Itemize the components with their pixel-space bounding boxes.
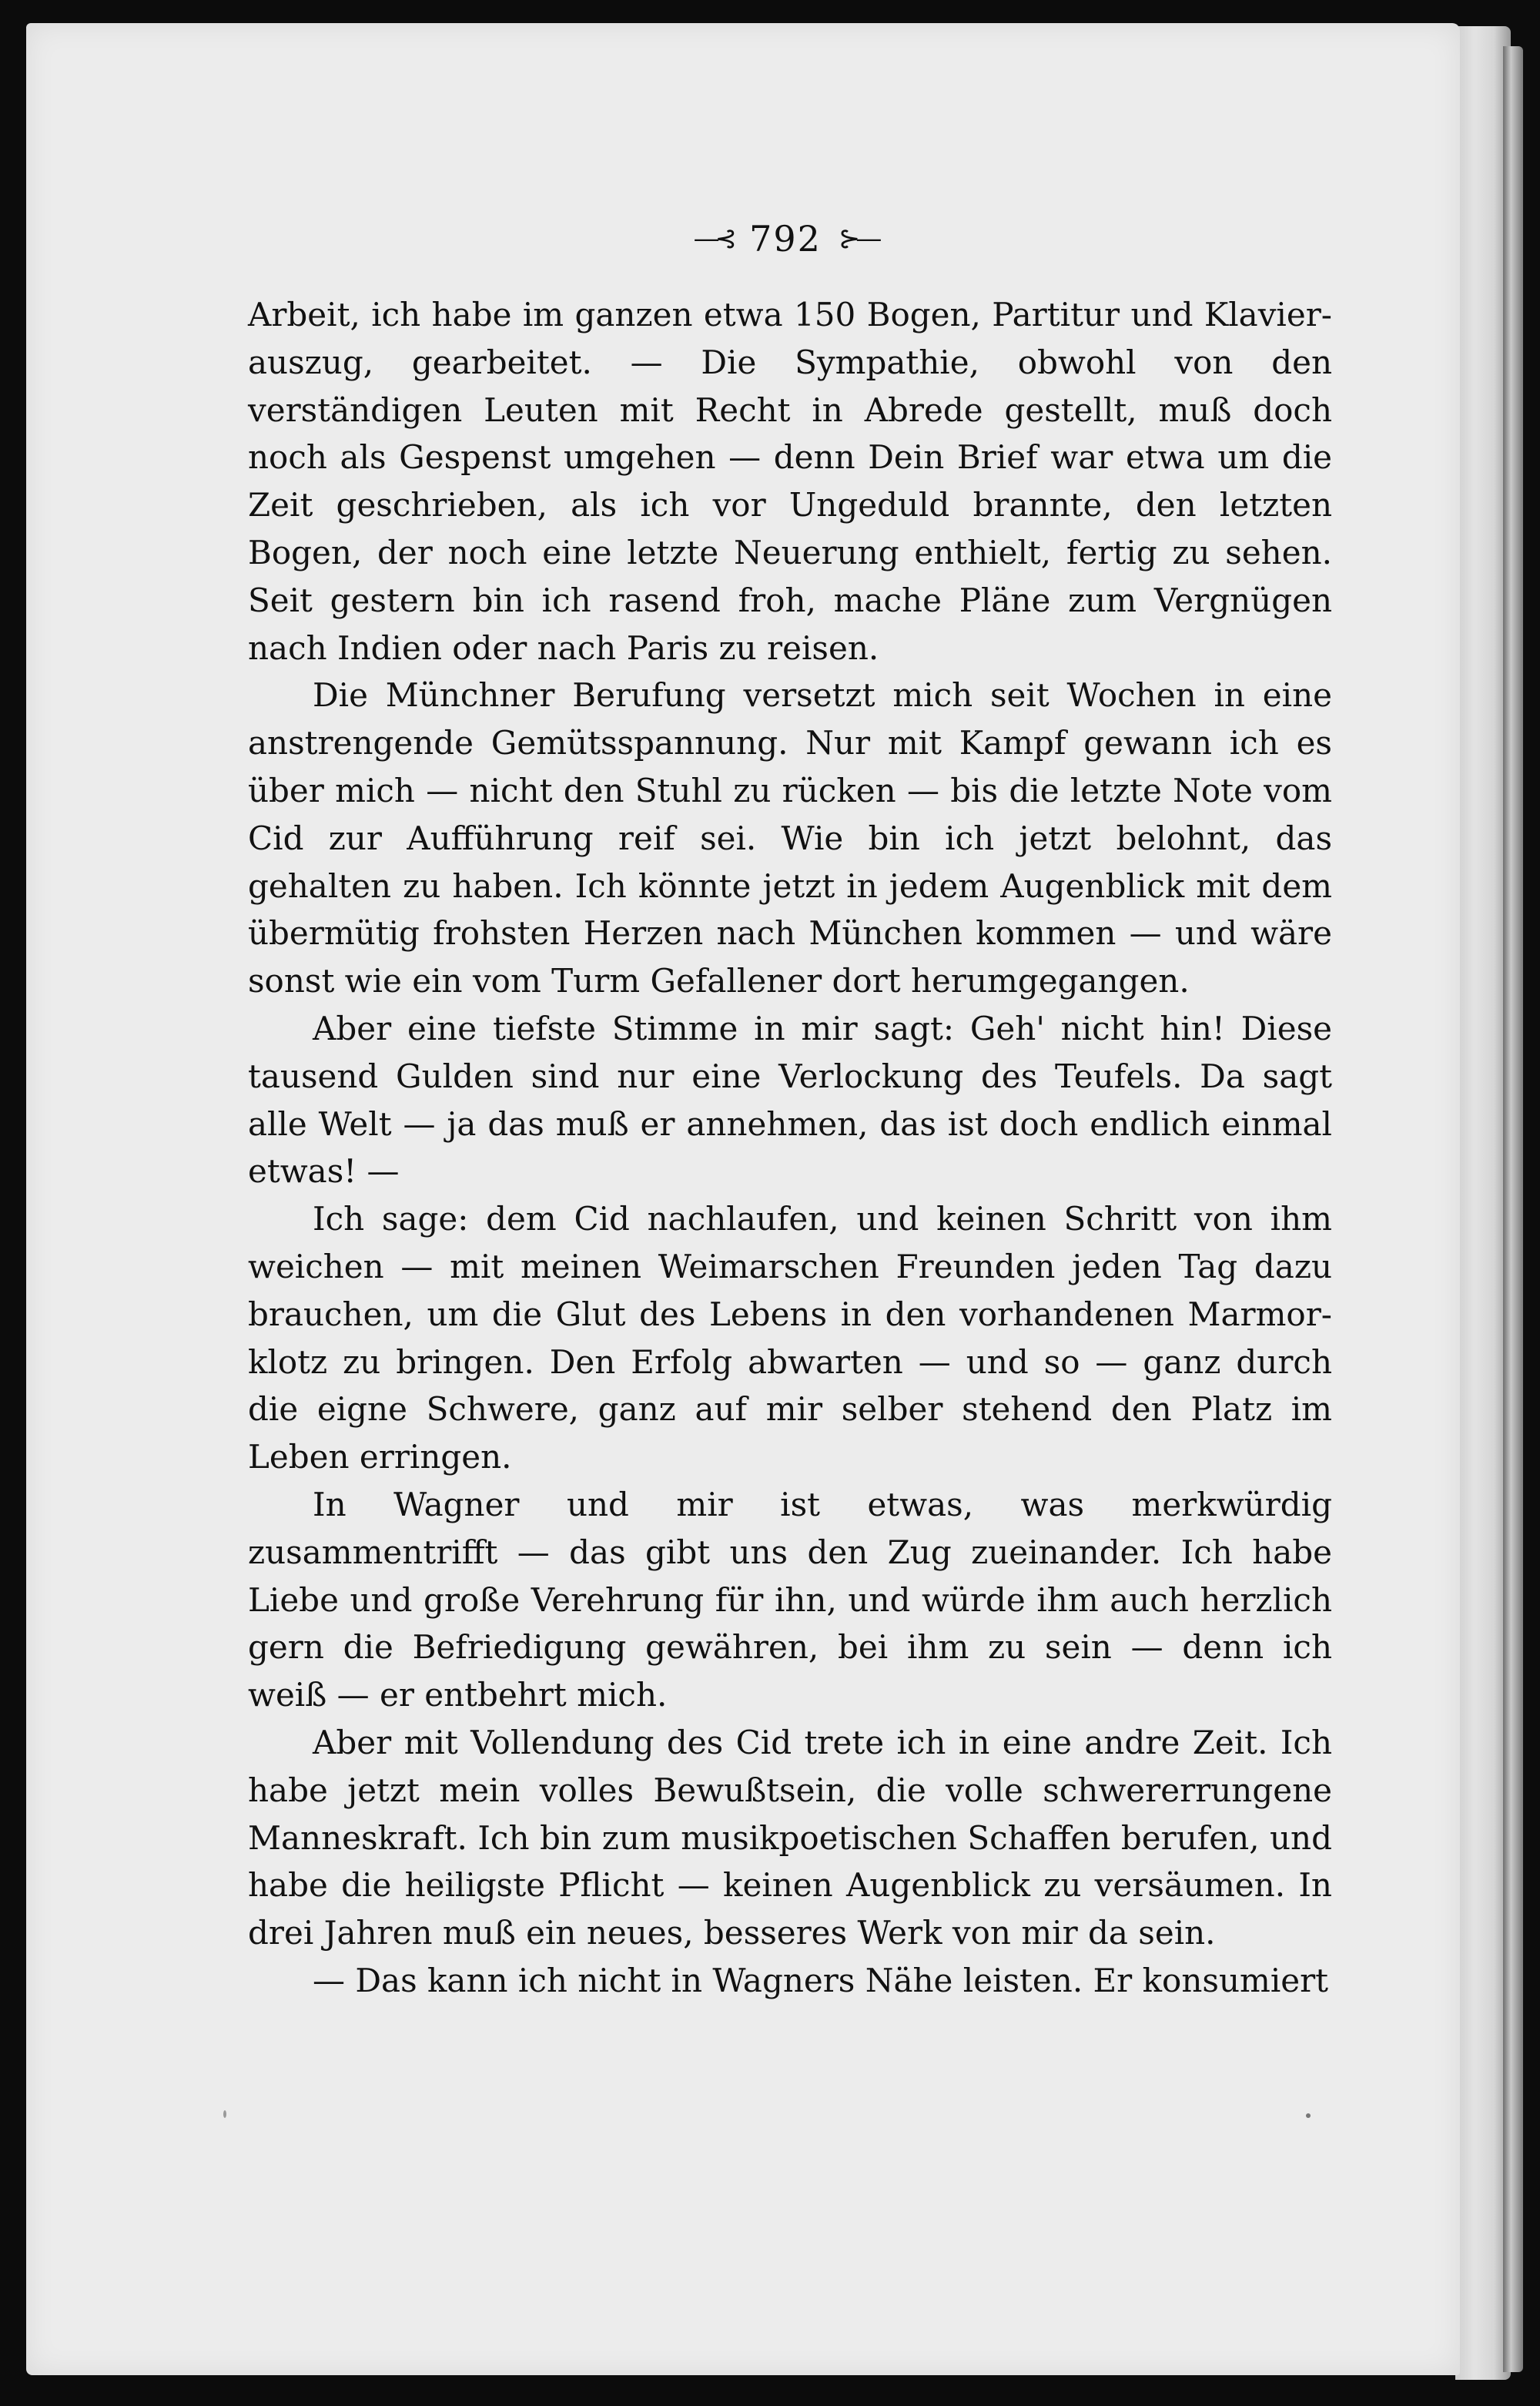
paragraph-6: Aber mit Vollendung des Cid trete ich in eine andre Zeit. Ich habe jetzt mein volles Bewußtsein, die volle schwererrungene Manneskraft. Ich bin zum musikpoetischen Schaffen berufen, und habe die heiligste Pflicht — keinen Augenblick zu versäumen. In drei Jahren muß ein neues, besseres Werk von mir da sein.	[248, 1723, 1332, 1952]
page-edge-dark	[1503, 46, 1523, 2372]
paper-speck	[1306, 2113, 1311, 2118]
page-number: 792	[749, 218, 822, 260]
paper-mark	[223, 2110, 226, 2118]
paragraph-7: — Das kann ich nicht in Wagners Nähe leisten. Er konsumiert	[313, 1961, 1329, 1999]
page-header	[647, 208, 924, 270]
paragraph-5: In Wagner und mir ist etwas, was merkwürdig zusammentrifft — das gibt uns den Zug zueinander. Ich habe Liebe und große Verehrung für ihn, und würde ihm auch herzlich gern die Befriedigung gewähren, bei ihm zu sein — denn ich weiß — er entbehrt mich.	[248, 1485, 1332, 1714]
body-text	[248, 291, 1332, 2005]
ornament-right: ⊱—	[838, 223, 878, 254]
paragraph-4: Ich sage: dem Cid nachlaufen, und keinen Schritt von ihm weichen — mit meinen Weimarschen Freunden jeden Tag dazu brauchen, um die Glut des Lebens in den vorhandenen Marmorklotz zu bringen. Den Erfolg abwarten — und so — ganz durch die eigne Schwere, ganz auf mir selber stehend den Platz im Leben erringen.	[248, 1200, 1332, 1476]
ornament-left: —⊰	[693, 223, 733, 254]
paragraph-2: Die Münchner Berufung versetzt mich seit Wochen in eine anstrengende Gemütsspannung. Nur mit Kampf gewann ich es über mich — nicht den Stuhl zu rücken — bis die letzte Note vom Cid zur Aufführung reif sei. Wie bin ich jetzt belohnt, das gehalten zu haben. Ich könnte jetzt in jedem Augenblick mit dem übermütig frohsten Herzen nach München kommen — und wäre sonst wie ein vom Turm Gefallener dort herumgegangen.	[248, 676, 1332, 1000]
paragraph-3: Aber eine tiefste Stimme in mir sagt: Geh' nicht hin! Diese tausend Gulden sind nur eine Verlockung des Teufels. Da sagt alle Welt — ja das muß er annehmen, das ist doch endlich einmal etwas! —	[248, 1009, 1332, 1191]
paragraph-1: Arbeit, ich habe im ganzen etwa 150 Bogen, Partitur und Klavierauszug, gearbeitet. — Die Sympathie, obwohl von den verständigen Leuten mit Recht in Abrede gestellt, muß doch noch als Gespenst umgehen — denn Dein Brief war etwa um die Zeit geschrieben, als ich vor Ungeduld brannte, den letzten Bogen, der noch eine letzte Neuerung enthielt, fertig zu sehen. Seit gestern bin ich rasend froh, mache Pläne zum Vergnügen nach Indien oder nach Paris zu reisen.	[248, 296, 1332, 667]
